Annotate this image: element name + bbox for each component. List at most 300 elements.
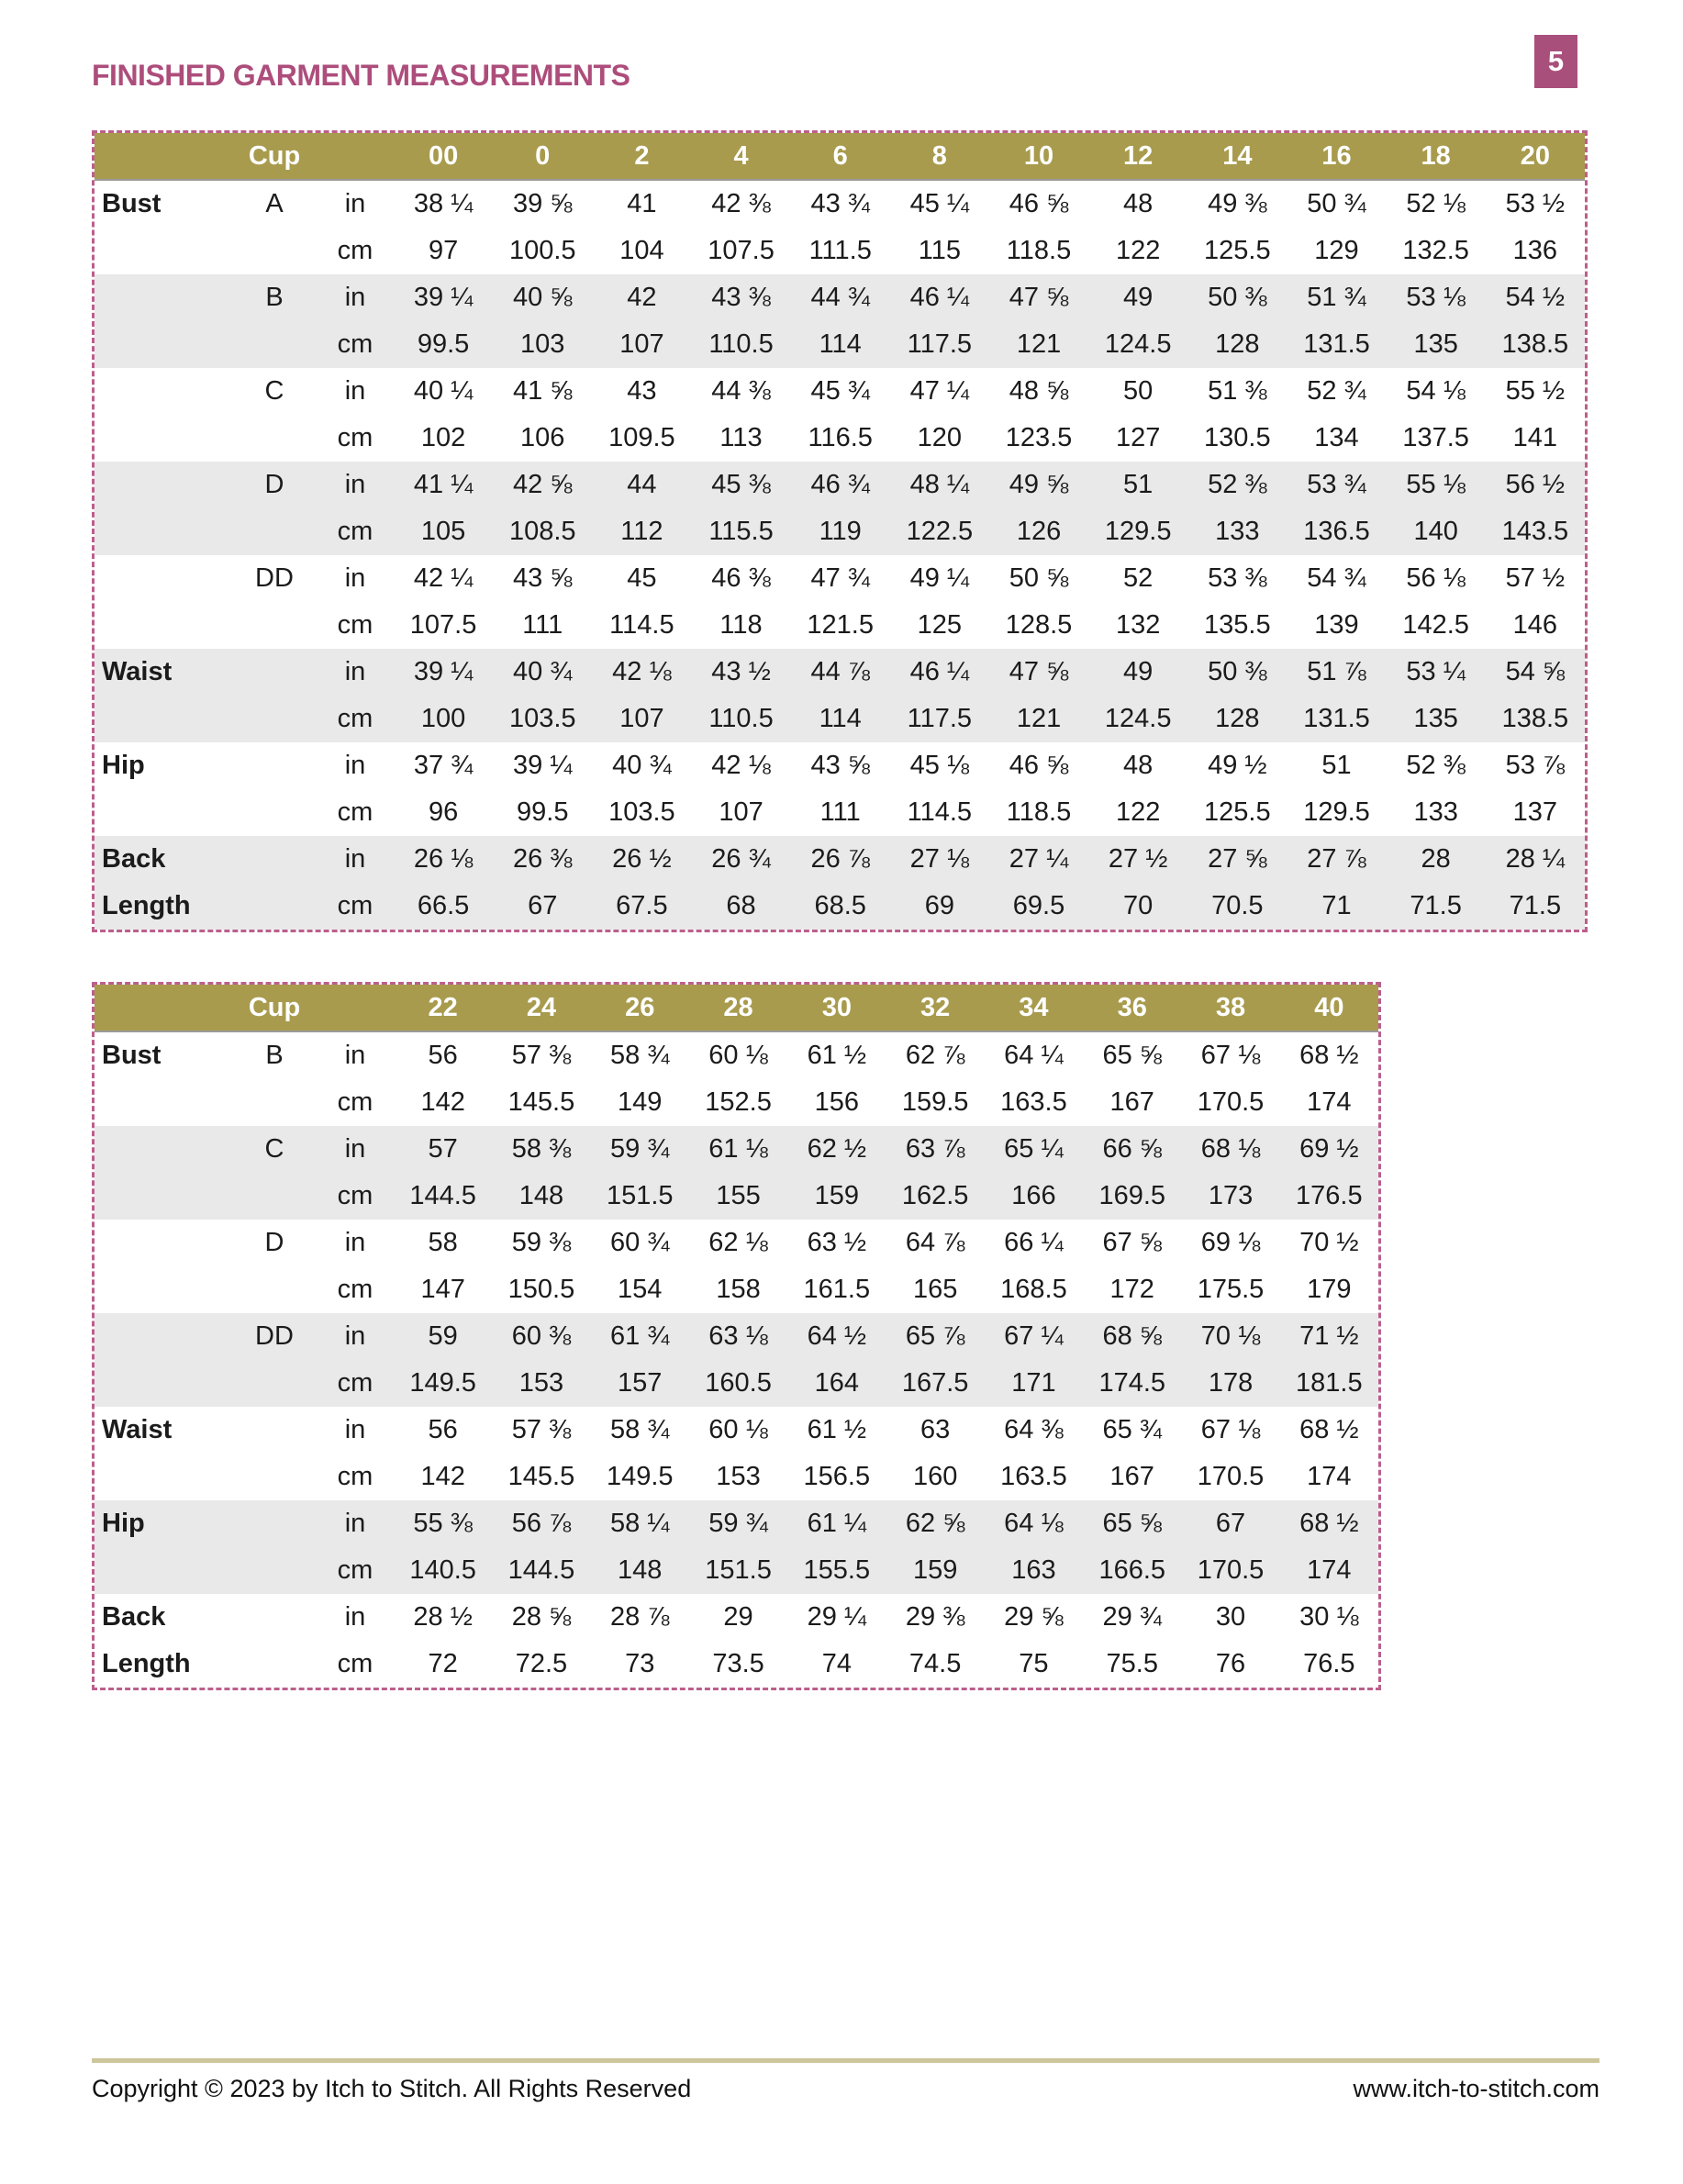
value-cell: 58 ¼ <box>591 1500 689 1547</box>
value-cell: 107.5 <box>409 610 477 640</box>
value-cell: 157 <box>591 1360 689 1407</box>
measurement-label: Waist <box>102 1415 173 1444</box>
value-cell: 51 <box>1088 462 1187 508</box>
value-cell: 58 ¾ <box>609 1415 670 1444</box>
unit-label: in <box>344 1602 366 1632</box>
value-cell: 47 ¼ <box>909 376 970 406</box>
value-cell: 49 <box>1088 274 1187 321</box>
value-cell: 121 <box>989 696 1088 742</box>
value-cell: 41 <box>627 189 657 218</box>
value-cell: 125 <box>917 610 963 640</box>
value-cell: 29 ⅜ <box>905 1602 965 1632</box>
value-cell: 75 <box>1019 1649 1049 1678</box>
value-cell: 136 <box>1512 236 1558 265</box>
value-cell: 125.5 <box>1204 236 1271 265</box>
value-cell: 62 ⅞ <box>905 1041 965 1070</box>
cup-letter: A <box>265 189 284 218</box>
value-cell: 54 ⅝ <box>1486 649 1585 696</box>
cup-letter <box>232 883 317 930</box>
cup-letter <box>232 742 317 789</box>
value-cell: 151.5 <box>591 1173 689 1220</box>
measurement-row <box>95 1126 1378 1173</box>
value-cell: 107 <box>592 696 691 742</box>
value-cell: 114.5 <box>907 797 973 827</box>
measurement-row <box>95 321 1585 368</box>
value-cell: 41 ⅝ <box>512 376 573 406</box>
unit-label: in <box>344 376 366 406</box>
value-cell: 48 <box>1123 751 1154 780</box>
value-cell: 58 ¾ <box>609 1041 670 1070</box>
cup-letter <box>232 1266 317 1313</box>
value-cell: 68 ⅝ <box>1083 1313 1181 1360</box>
value-cell: 29 ⅝ <box>1004 1602 1064 1632</box>
value-cell: 40 ¾ <box>612 751 672 780</box>
value-cell: 168.5 <box>1000 1275 1067 1304</box>
value-cell: 29 <box>723 1602 753 1632</box>
value-cell: 136.5 <box>1287 508 1386 555</box>
measurement-label <box>95 1547 232 1594</box>
value-cell: 61 ¼ <box>787 1500 886 1547</box>
value-cell: 69 ⅛ <box>1200 1228 1261 1257</box>
value-cell: 70 <box>1088 883 1187 930</box>
value-cell: 59 ¾ <box>689 1500 787 1547</box>
value-cell: 105 <box>394 508 493 555</box>
value-cell: 129.5 <box>1303 797 1370 827</box>
measurement-row <box>95 415 1585 462</box>
value-cell: 118 <box>719 610 763 640</box>
value-cell: 44 ⅞ <box>791 649 890 696</box>
value-cell: 65 ¾ <box>1102 1415 1162 1444</box>
value-cell: 163.5 <box>1000 1462 1067 1491</box>
value-cell: 39 ¼ <box>394 274 493 321</box>
value-cell: 50 ⅜ <box>1187 274 1287 321</box>
value-cell: 48 ⅝ <box>1009 376 1069 406</box>
measurement-label <box>95 462 232 508</box>
value-cell: 60 ¾ <box>609 1228 670 1257</box>
cup-letter <box>232 1407 317 1454</box>
value-cell: 145.5 <box>507 1087 575 1117</box>
value-cell: 103 <box>493 321 592 368</box>
value-cell: 46 ⅝ <box>1009 189 1069 218</box>
value-cell: 149 <box>618 1087 663 1117</box>
value-cell: 175.5 <box>1197 1275 1265 1304</box>
cup-letter <box>232 321 317 368</box>
value-cell: 28 ½ <box>413 1602 473 1632</box>
value-cell: 63 ⅞ <box>886 1126 984 1173</box>
measurement-row <box>95 883 1585 930</box>
value-cell: 114 <box>791 321 890 368</box>
value-cell: 108.5 <box>493 508 592 555</box>
value-cell: 117.5 <box>890 696 989 742</box>
measurement-row <box>95 1220 1378 1266</box>
value-cell: 144.5 <box>394 1173 492 1220</box>
unit-label: in <box>344 563 366 593</box>
value-cell: 60 ⅜ <box>492 1313 590 1360</box>
value-cell: 165 <box>912 1275 958 1304</box>
value-cell: 61 ¾ <box>591 1313 689 1360</box>
measurement-label: Length <box>95 883 232 930</box>
value-cell: 70 ½ <box>1299 1228 1359 1257</box>
value-cell: 39 ¼ <box>512 751 573 780</box>
value-cell: 52 ⅜ <box>1187 462 1287 508</box>
footer <box>92 2075 1599 2103</box>
value-cell: 137.5 <box>1402 423 1469 452</box>
value-cell: 46 ¼ <box>890 649 989 696</box>
measurement-label <box>95 1360 232 1407</box>
value-cell: 71 ½ <box>1280 1313 1378 1360</box>
measurement-label <box>95 1313 232 1360</box>
value-cell: 66.5 <box>394 883 493 930</box>
value-cell: 179 <box>1307 1275 1352 1304</box>
value-cell: 69 ½ <box>1280 1126 1378 1173</box>
value-cell: 167.5 <box>886 1360 984 1407</box>
cup-letter: C <box>232 1126 317 1173</box>
value-cell: 64 ½ <box>787 1313 886 1360</box>
value-cell: 173 <box>1181 1173 1279 1220</box>
value-cell: 57 ⅜ <box>511 1041 572 1070</box>
unit-label: cm <box>337 423 373 452</box>
value-cell: 58 <box>428 1228 458 1257</box>
value-cell: 160.5 <box>689 1360 787 1407</box>
value-cell: 103.5 <box>608 797 675 827</box>
value-cell: 110.5 <box>691 321 790 368</box>
measurement-row <box>95 742 1585 789</box>
measurement-row <box>95 274 1585 321</box>
unit-label: in <box>344 751 366 780</box>
value-cell: 155 <box>689 1173 787 1220</box>
value-cell: 52 ⅜ <box>1406 751 1466 780</box>
value-cell: 49 ½ <box>1208 751 1267 780</box>
measurement-row <box>95 649 1585 696</box>
size-column-header: 4 <box>691 133 790 180</box>
value-cell: 137 <box>1512 797 1558 827</box>
value-cell: 118.5 <box>1006 797 1072 827</box>
value-cell: 68 ⅛ <box>1181 1126 1279 1173</box>
value-cell: 69.5 <box>989 883 1088 930</box>
size-column-header: 24 <box>492 985 590 1031</box>
value-cell: 68 ½ <box>1299 1415 1359 1444</box>
value-cell: 120 <box>917 423 963 452</box>
value-cell: 147 <box>420 1275 465 1304</box>
value-cell: 27 ¼ <box>989 836 1088 883</box>
value-cell: 57 ½ <box>1505 563 1566 593</box>
value-cell: 39 ¼ <box>394 649 493 696</box>
unit-label: in <box>317 462 394 508</box>
measurement-label: Bust <box>102 189 162 218</box>
measurement-row <box>95 602 1585 649</box>
measurement-label <box>95 1220 232 1266</box>
value-cell: 166 <box>985 1173 1083 1220</box>
measurement-label <box>95 555 232 602</box>
value-cell: 59 <box>394 1313 492 1360</box>
value-cell: 67 ¼ <box>985 1313 1083 1360</box>
value-cell: 131.5 <box>1287 696 1386 742</box>
value-cell: 27 ⅞ <box>1287 836 1386 883</box>
value-cell: 127 <box>1115 423 1161 452</box>
measurement-row <box>95 508 1585 555</box>
size-column-header: 12 <box>1088 133 1187 180</box>
size-column-header: 26 <box>591 985 689 1031</box>
value-cell: 55 ⅜ <box>394 1500 492 1547</box>
value-cell: 56 <box>428 1415 458 1444</box>
measurement-label: Length <box>102 1649 191 1678</box>
value-cell: 59 ¾ <box>591 1126 689 1173</box>
value-cell: 143.5 <box>1486 508 1585 555</box>
value-cell: 129.5 <box>1088 508 1187 555</box>
value-cell: 57 <box>394 1126 492 1173</box>
value-cell: 166.5 <box>1083 1547 1181 1594</box>
value-cell: 71.5 <box>1486 883 1585 930</box>
value-cell: 126 <box>989 508 1088 555</box>
value-cell: 62 ⅝ <box>886 1500 984 1547</box>
value-cell: 50 ¾ <box>1307 189 1366 218</box>
cup-letter: B <box>265 1041 284 1070</box>
corner-cell <box>95 133 232 180</box>
cup-letter <box>232 1360 317 1407</box>
value-cell: 56 ½ <box>1486 462 1585 508</box>
value-cell: 26 ⅛ <box>394 836 493 883</box>
unit-label: cm <box>317 696 394 742</box>
value-cell: 56 <box>428 1041 458 1070</box>
value-cell: 67 <box>493 883 592 930</box>
cup-letter: DD <box>232 1313 317 1360</box>
size-column-header: 6 <box>791 133 890 180</box>
size-column-header: 0 <box>493 133 592 180</box>
value-cell: 67.5 <box>592 883 691 930</box>
measurement-label <box>95 696 232 742</box>
value-cell: 47 ⅝ <box>989 649 1088 696</box>
value-cell: 121 <box>989 321 1088 368</box>
measurement-label: Waist <box>95 649 232 696</box>
value-cell: 76.5 <box>1303 1649 1355 1678</box>
value-cell: 141 <box>1512 423 1558 452</box>
cup-letter <box>232 1173 317 1220</box>
value-cell: 145.5 <box>507 1462 575 1491</box>
value-cell: 49 ¼ <box>909 563 970 593</box>
value-cell: 130.5 <box>1204 423 1271 452</box>
value-cell: 48 <box>1123 189 1154 218</box>
value-cell: 163.5 <box>1000 1087 1067 1117</box>
value-cell: 122 <box>1115 236 1161 265</box>
value-cell: 42 <box>592 274 691 321</box>
value-cell: 42 ⅜ <box>711 189 771 218</box>
footer-divider <box>92 2058 1599 2063</box>
unit-label: cm <box>337 1275 373 1304</box>
value-cell: 40 ¾ <box>493 649 592 696</box>
value-cell: 135 <box>1387 321 1486 368</box>
value-cell: 67 ⅝ <box>1102 1228 1162 1257</box>
value-cell: 65 ¼ <box>985 1126 1083 1173</box>
value-cell: 27 ½ <box>1088 836 1187 883</box>
value-cell: 48 ¼ <box>890 462 989 508</box>
cup-letter <box>232 602 317 649</box>
value-cell: 146 <box>1512 610 1558 640</box>
value-cell: 52 <box>1123 563 1154 593</box>
value-cell: 45 ⅜ <box>691 462 790 508</box>
value-cell: 159 <box>886 1547 984 1594</box>
value-cell: 128.5 <box>1005 610 1073 640</box>
value-cell: 151.5 <box>689 1547 787 1594</box>
cup-letter: D <box>264 1228 284 1257</box>
unit-label: cm <box>337 236 373 265</box>
website-link[interactable]: www.itch-to-stitch.com <box>1353 2075 1599 2102</box>
value-cell: 142.5 <box>1402 610 1469 640</box>
value-cell: 135 <box>1387 696 1486 742</box>
measurement-label <box>95 789 232 836</box>
value-cell: 71 <box>1287 883 1386 930</box>
value-cell: 26 ⅞ <box>791 836 890 883</box>
value-cell: 156 <box>814 1087 860 1117</box>
size-column-header: 20 <box>1486 133 1585 180</box>
size-column-header: 28 <box>689 985 787 1031</box>
value-cell: 181.5 <box>1280 1360 1378 1407</box>
measurement-label <box>95 415 232 462</box>
value-cell: 63 <box>920 1415 951 1444</box>
size-column-header: 38 <box>1181 985 1279 1031</box>
value-cell: 68 ½ <box>1299 1041 1359 1070</box>
value-cell: 149.5 <box>394 1360 492 1407</box>
measurement-label <box>95 602 232 649</box>
value-cell: 110.5 <box>691 696 790 742</box>
value-cell: 43 ½ <box>691 649 790 696</box>
value-cell: 154 <box>618 1275 663 1304</box>
value-cell: 42 ⅛ <box>711 751 771 780</box>
value-cell: 140.5 <box>394 1547 492 1594</box>
value-cell: 104 <box>619 236 664 265</box>
value-cell: 26 ⅜ <box>493 836 592 883</box>
unit-label: in <box>344 1041 366 1070</box>
measurement-table-sizes-00-20 <box>95 133 1585 930</box>
value-cell: 159 <box>787 1173 886 1220</box>
value-cell: 125.5 <box>1204 797 1271 827</box>
value-cell: 119 <box>791 508 890 555</box>
unit-label: in <box>317 274 394 321</box>
cup-letter <box>232 789 317 836</box>
measurement-label <box>95 1079 232 1126</box>
measurement-label: Back <box>102 1602 166 1632</box>
measurement-label <box>95 228 232 274</box>
value-cell: 42 ⅛ <box>592 649 691 696</box>
value-cell: 111 <box>522 610 563 640</box>
value-cell: 42 ⅝ <box>493 462 592 508</box>
value-cell: 172 <box>1109 1275 1154 1304</box>
value-cell: 174 <box>1307 1087 1352 1117</box>
value-cell: 63 ⅛ <box>689 1313 787 1360</box>
value-cell: 61 ½ <box>807 1415 867 1444</box>
value-cell: 135.5 <box>1204 610 1271 640</box>
size-column-header: 40 <box>1280 985 1378 1031</box>
unit-label: in <box>344 189 366 218</box>
value-cell: 129 <box>1314 236 1359 265</box>
value-cell: 67 ⅛ <box>1200 1415 1261 1444</box>
measurement-label <box>95 321 232 368</box>
value-cell: 121.5 <box>807 610 874 640</box>
value-cell: 27 ⅝ <box>1187 836 1287 883</box>
size-column-header: 00 <box>394 133 493 180</box>
value-cell: 131.5 <box>1287 321 1386 368</box>
size-column-header: 32 <box>886 985 984 1031</box>
value-cell: 54 ½ <box>1486 274 1585 321</box>
value-cell: 51 ⅜ <box>1208 376 1267 406</box>
unit-label: cm <box>337 610 373 640</box>
value-cell: 106 <box>520 423 565 452</box>
value-cell: 114 <box>791 696 890 742</box>
value-cell: 46 ⅜ <box>711 563 771 593</box>
value-cell: 43 ⅜ <box>691 274 790 321</box>
value-cell: 46 ¾ <box>791 462 890 508</box>
value-cell: 74.5 <box>908 1649 962 1678</box>
value-cell: 68 ½ <box>1280 1500 1378 1547</box>
value-cell: 37 ¾ <box>413 751 474 780</box>
unit-label: cm <box>317 1547 394 1594</box>
measurement-row <box>95 1594 1378 1641</box>
measurement-row <box>95 180 1585 228</box>
value-cell: 61 ⅛ <box>689 1126 787 1173</box>
measurement-label <box>95 1126 232 1173</box>
size-table-22-40 <box>92 982 1381 1690</box>
value-cell: 116.5 <box>808 423 873 452</box>
size-table-00-20 <box>92 130 1588 932</box>
value-cell: 57 ⅜ <box>511 1415 572 1444</box>
value-cell: 64 ⅜ <box>1004 1415 1064 1444</box>
header-row <box>95 133 1585 180</box>
value-cell: 140 <box>1387 508 1486 555</box>
measurement-row <box>95 1313 1378 1360</box>
cup-letter <box>232 1500 317 1547</box>
value-cell: 50 ⅝ <box>1009 563 1069 593</box>
value-cell: 28 ⅞ <box>609 1602 670 1632</box>
cup-column-header: Cup <box>232 133 317 180</box>
value-cell: 50 <box>1123 376 1154 406</box>
value-cell: 107.5 <box>708 236 775 265</box>
value-cell: 142 <box>420 1087 465 1117</box>
value-cell: 67 ⅛ <box>1200 1041 1261 1070</box>
value-cell: 40 ¼ <box>413 376 474 406</box>
value-cell: 150.5 <box>507 1275 575 1304</box>
value-cell: 72 <box>428 1649 458 1678</box>
value-cell: 60 ⅛ <box>708 1041 768 1070</box>
value-cell: 44 ¾ <box>791 274 890 321</box>
measurement-row <box>95 1547 1378 1594</box>
cup-letter <box>232 649 317 696</box>
value-cell: 45 ¾ <box>810 376 870 406</box>
value-cell: 152.5 <box>705 1087 772 1117</box>
value-cell: 58 ⅜ <box>492 1126 590 1173</box>
value-cell: 134 <box>1314 423 1359 452</box>
value-cell: 170.5 <box>1181 1547 1279 1594</box>
value-cell: 73 <box>625 1649 655 1678</box>
value-cell: 111.5 <box>808 236 872 265</box>
value-cell: 28 ¼ <box>1486 836 1585 883</box>
corner-cell <box>95 985 232 1031</box>
value-cell: 72.5 <box>515 1649 568 1678</box>
value-cell: 29 ¼ <box>807 1602 867 1632</box>
measurement-row <box>95 1266 1378 1313</box>
size-column-header: 14 <box>1187 133 1287 180</box>
value-cell: 164 <box>787 1360 886 1407</box>
cup-letter: D <box>232 462 317 508</box>
value-cell: 103.5 <box>493 696 592 742</box>
value-cell: 56 ⅛ <box>1406 563 1466 593</box>
measurement-label <box>95 1454 232 1500</box>
value-cell: 153 <box>716 1462 761 1491</box>
value-cell: 62 ⅛ <box>708 1228 768 1257</box>
measurement-label: Back <box>95 836 232 883</box>
measurement-row <box>95 462 1585 508</box>
cup-column-header: Cup <box>232 985 317 1031</box>
measurement-row <box>95 228 1585 274</box>
value-cell: 170.5 <box>1197 1087 1265 1117</box>
